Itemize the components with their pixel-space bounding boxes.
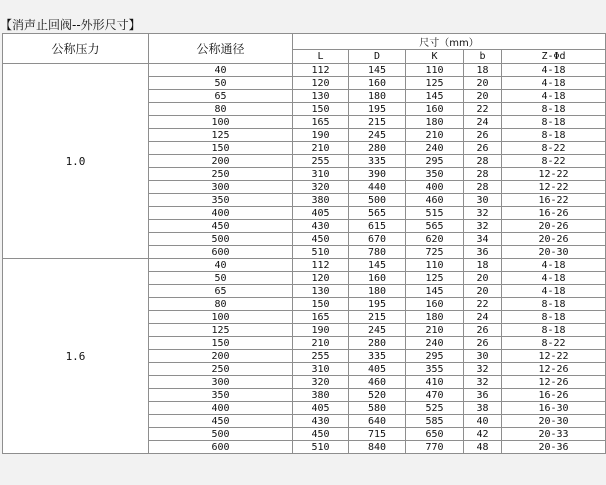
cell-d: 500 bbox=[349, 194, 406, 207]
cell-l: 130 bbox=[293, 285, 349, 298]
cell-d: 335 bbox=[349, 155, 406, 168]
cell-bolts: 20-30 bbox=[502, 415, 606, 428]
cell-k: 145 bbox=[406, 285, 464, 298]
cell-bolts: 20-30 bbox=[502, 246, 606, 259]
cell-d: 840 bbox=[349, 441, 406, 454]
cell-bolts: 20-33 bbox=[502, 428, 606, 441]
cell-dn: 200 bbox=[149, 350, 293, 363]
cell-b: 30 bbox=[464, 194, 502, 207]
cell-l: 450 bbox=[293, 428, 349, 441]
cell-dn: 50 bbox=[149, 77, 293, 90]
cell-k: 160 bbox=[406, 298, 464, 311]
cell-k: 470 bbox=[406, 389, 464, 402]
header-col-b: b bbox=[464, 50, 502, 64]
cell-k: 125 bbox=[406, 272, 464, 285]
cell-b: 18 bbox=[464, 259, 502, 272]
cell-bolts: 12-26 bbox=[502, 376, 606, 389]
cell-bolts: 4-18 bbox=[502, 259, 606, 272]
header-col-bolts: Z-Φd bbox=[502, 50, 606, 64]
cell-k: 400 bbox=[406, 181, 464, 194]
cell-b: 34 bbox=[464, 233, 502, 246]
cell-dn: 300 bbox=[149, 376, 293, 389]
cell-l: 210 bbox=[293, 142, 349, 155]
cell-l: 120 bbox=[293, 272, 349, 285]
cell-bolts: 8-18 bbox=[502, 311, 606, 324]
cell-d: 615 bbox=[349, 220, 406, 233]
cell-l: 112 bbox=[293, 64, 349, 77]
cell-l: 130 bbox=[293, 90, 349, 103]
cell-k: 210 bbox=[406, 324, 464, 337]
cell-k: 770 bbox=[406, 441, 464, 454]
cell-l: 310 bbox=[293, 363, 349, 376]
pressure-cell: 1.6 bbox=[3, 259, 149, 454]
cell-b: 42 bbox=[464, 428, 502, 441]
cell-k: 585 bbox=[406, 415, 464, 428]
cell-dn: 200 bbox=[149, 155, 293, 168]
cell-b: 20 bbox=[464, 77, 502, 90]
cell-d: 460 bbox=[349, 376, 406, 389]
cell-l: 210 bbox=[293, 337, 349, 350]
cell-dn: 600 bbox=[149, 441, 293, 454]
cell-b: 20 bbox=[464, 90, 502, 103]
cell-dn: 125 bbox=[149, 129, 293, 142]
cell-dn: 600 bbox=[149, 246, 293, 259]
cell-bolts: 16-26 bbox=[502, 207, 606, 220]
cell-dn: 80 bbox=[149, 103, 293, 116]
cell-bolts: 16-30 bbox=[502, 402, 606, 415]
cell-l: 120 bbox=[293, 77, 349, 90]
cell-k: 295 bbox=[406, 350, 464, 363]
dimension-table bbox=[2, 33, 606, 454]
pressure-cell: 1.0 bbox=[3, 64, 149, 259]
cell-d: 180 bbox=[349, 90, 406, 103]
cell-d: 160 bbox=[349, 77, 406, 90]
cell-d: 280 bbox=[349, 142, 406, 155]
cell-k: 515 bbox=[406, 207, 464, 220]
cell-d: 640 bbox=[349, 415, 406, 428]
cell-k: 240 bbox=[406, 337, 464, 350]
cell-b: 18 bbox=[464, 64, 502, 77]
cell-d: 180 bbox=[349, 285, 406, 298]
cell-b: 36 bbox=[464, 389, 502, 402]
cell-bolts: 4-18 bbox=[502, 64, 606, 77]
cell-l: 405 bbox=[293, 207, 349, 220]
cell-b: 38 bbox=[464, 402, 502, 415]
cell-dn: 40 bbox=[149, 64, 293, 77]
cell-dn: 450 bbox=[149, 220, 293, 233]
cell-b: 24 bbox=[464, 311, 502, 324]
cell-k: 355 bbox=[406, 363, 464, 376]
cell-l: 430 bbox=[293, 220, 349, 233]
cell-dn: 250 bbox=[149, 363, 293, 376]
cell-dn: 450 bbox=[149, 415, 293, 428]
cell-d: 245 bbox=[349, 129, 406, 142]
cell-bolts: 8-22 bbox=[502, 337, 606, 350]
header-diameter: 公称通径 bbox=[149, 34, 293, 64]
cell-k: 350 bbox=[406, 168, 464, 181]
cell-k: 240 bbox=[406, 142, 464, 155]
cell-l: 150 bbox=[293, 298, 349, 311]
cell-bolts: 20-36 bbox=[502, 441, 606, 454]
cell-k: 210 bbox=[406, 129, 464, 142]
cell-d: 215 bbox=[349, 116, 406, 129]
cell-dn: 65 bbox=[149, 90, 293, 103]
cell-d: 580 bbox=[349, 402, 406, 415]
cell-b: 20 bbox=[464, 285, 502, 298]
cell-k: 110 bbox=[406, 259, 464, 272]
cell-d: 670 bbox=[349, 233, 406, 246]
cell-dn: 350 bbox=[149, 194, 293, 207]
cell-dn: 40 bbox=[149, 259, 293, 272]
cell-bolts: 8-18 bbox=[502, 103, 606, 116]
cell-d: 195 bbox=[349, 103, 406, 116]
cell-dn: 250 bbox=[149, 168, 293, 181]
cell-l: 380 bbox=[293, 194, 349, 207]
cell-dn: 150 bbox=[149, 337, 293, 350]
cell-d: 160 bbox=[349, 272, 406, 285]
cell-b: 36 bbox=[464, 246, 502, 259]
cell-b: 30 bbox=[464, 350, 502, 363]
cell-l: 510 bbox=[293, 246, 349, 259]
cell-b: 26 bbox=[464, 337, 502, 350]
cell-d: 565 bbox=[349, 207, 406, 220]
cell-k: 180 bbox=[406, 311, 464, 324]
cell-l: 255 bbox=[293, 155, 349, 168]
cell-k: 460 bbox=[406, 194, 464, 207]
cell-l: 450 bbox=[293, 233, 349, 246]
cell-b: 20 bbox=[464, 272, 502, 285]
cell-d: 145 bbox=[349, 64, 406, 77]
cell-l: 165 bbox=[293, 311, 349, 324]
cell-dn: 80 bbox=[149, 298, 293, 311]
cell-bolts: 12-22 bbox=[502, 181, 606, 194]
cell-d: 335 bbox=[349, 350, 406, 363]
cell-l: 510 bbox=[293, 441, 349, 454]
cell-b: 32 bbox=[464, 363, 502, 376]
cell-k: 620 bbox=[406, 233, 464, 246]
cell-d: 195 bbox=[349, 298, 406, 311]
cell-bolts: 12-22 bbox=[502, 350, 606, 363]
cell-l: 320 bbox=[293, 181, 349, 194]
cell-k: 565 bbox=[406, 220, 464, 233]
cell-dn: 100 bbox=[149, 311, 293, 324]
cell-dn: 100 bbox=[149, 116, 293, 129]
cell-l: 320 bbox=[293, 376, 349, 389]
cell-k: 725 bbox=[406, 246, 464, 259]
header-dimensions: 尺寸（mm） bbox=[293, 34, 606, 50]
cell-k: 180 bbox=[406, 116, 464, 129]
table-row bbox=[3, 259, 606, 272]
cell-d: 245 bbox=[349, 324, 406, 337]
cell-b: 24 bbox=[464, 116, 502, 129]
cell-bolts: 8-22 bbox=[502, 155, 606, 168]
cell-l: 310 bbox=[293, 168, 349, 181]
cell-d: 390 bbox=[349, 168, 406, 181]
cell-bolts: 16-26 bbox=[502, 389, 606, 402]
cell-b: 32 bbox=[464, 220, 502, 233]
cell-bolts: 16-22 bbox=[502, 194, 606, 207]
cell-dn: 500 bbox=[149, 233, 293, 246]
cell-d: 780 bbox=[349, 246, 406, 259]
cell-dn: 125 bbox=[149, 324, 293, 337]
cell-bolts: 20-26 bbox=[502, 233, 606, 246]
cell-l: 165 bbox=[293, 116, 349, 129]
cell-l: 190 bbox=[293, 324, 349, 337]
cell-bolts: 8-18 bbox=[502, 324, 606, 337]
table-body bbox=[3, 64, 606, 454]
cell-l: 430 bbox=[293, 415, 349, 428]
cell-l: 112 bbox=[293, 259, 349, 272]
cell-d: 145 bbox=[349, 259, 406, 272]
cell-b: 26 bbox=[464, 142, 502, 155]
cell-k: 160 bbox=[406, 103, 464, 116]
cell-b: 32 bbox=[464, 207, 502, 220]
cell-b: 22 bbox=[464, 103, 502, 116]
header-col-l: L bbox=[293, 50, 349, 64]
cell-dn: 300 bbox=[149, 181, 293, 194]
cell-l: 255 bbox=[293, 350, 349, 363]
cell-d: 280 bbox=[349, 337, 406, 350]
cell-b: 32 bbox=[464, 376, 502, 389]
cell-d: 405 bbox=[349, 363, 406, 376]
cell-d: 215 bbox=[349, 311, 406, 324]
cell-dn: 400 bbox=[149, 402, 293, 415]
cell-bolts: 4-18 bbox=[502, 285, 606, 298]
cell-k: 125 bbox=[406, 77, 464, 90]
page-title: 【消声止回阀--外形尺寸】 bbox=[0, 18, 141, 32]
cell-b: 22 bbox=[464, 298, 502, 311]
cell-dn: 150 bbox=[149, 142, 293, 155]
header-col-k: K bbox=[406, 50, 464, 64]
cell-d: 520 bbox=[349, 389, 406, 402]
cell-bolts: 8-18 bbox=[502, 298, 606, 311]
cell-b: 28 bbox=[464, 168, 502, 181]
cell-dn: 500 bbox=[149, 428, 293, 441]
cell-k: 410 bbox=[406, 376, 464, 389]
cell-k: 525 bbox=[406, 402, 464, 415]
cell-bolts: 4-18 bbox=[502, 272, 606, 285]
cell-b: 28 bbox=[464, 155, 502, 168]
cell-d: 715 bbox=[349, 428, 406, 441]
header-pressure: 公称压力 bbox=[3, 34, 149, 64]
cell-dn: 350 bbox=[149, 389, 293, 402]
cell-d: 440 bbox=[349, 181, 406, 194]
cell-k: 145 bbox=[406, 90, 464, 103]
cell-bolts: 8-18 bbox=[502, 116, 606, 129]
cell-l: 405 bbox=[293, 402, 349, 415]
cell-l: 190 bbox=[293, 129, 349, 142]
header-row bbox=[3, 34, 606, 50]
cell-bolts: 4-18 bbox=[502, 90, 606, 103]
cell-bolts: 12-22 bbox=[502, 168, 606, 181]
cell-k: 110 bbox=[406, 64, 464, 77]
cell-b: 40 bbox=[464, 415, 502, 428]
cell-b: 26 bbox=[464, 129, 502, 142]
cell-k: 650 bbox=[406, 428, 464, 441]
cell-dn: 400 bbox=[149, 207, 293, 220]
cell-dn: 50 bbox=[149, 272, 293, 285]
cell-b: 48 bbox=[464, 441, 502, 454]
cell-b: 26 bbox=[464, 324, 502, 337]
cell-bolts: 12-26 bbox=[502, 363, 606, 376]
header-col-d: D bbox=[349, 50, 406, 64]
table-row bbox=[3, 64, 606, 77]
cell-bolts: 8-18 bbox=[502, 129, 606, 142]
cell-dn: 65 bbox=[149, 285, 293, 298]
cell-bolts: 4-18 bbox=[502, 77, 606, 90]
cell-bolts: 20-26 bbox=[502, 220, 606, 233]
cell-bolts: 8-22 bbox=[502, 142, 606, 155]
cell-b: 28 bbox=[464, 181, 502, 194]
cell-l: 380 bbox=[293, 389, 349, 402]
cell-l: 150 bbox=[293, 103, 349, 116]
cell-k: 295 bbox=[406, 155, 464, 168]
